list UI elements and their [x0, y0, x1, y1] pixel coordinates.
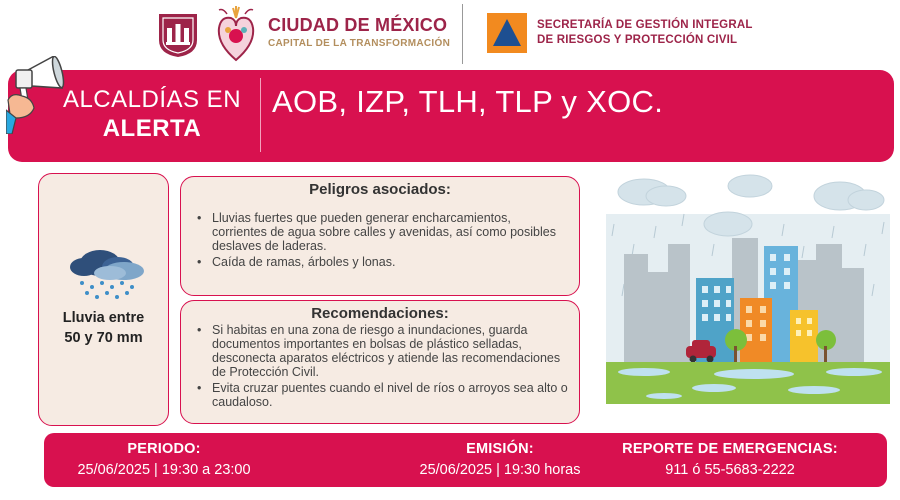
agency-line1: SECRETARÍA DE GESTIÓN INTEGRAL	[537, 19, 753, 31]
rain-amount-line2: 50 y 70 mm	[64, 330, 143, 346]
emision-block	[380, 440, 620, 480]
periodo-block	[44, 440, 284, 480]
recomendaciones-title: Recomendaciones:	[311, 305, 449, 322]
cdmx-heart-logo-icon	[213, 4, 259, 64]
list-item: • Caída de ramas, árboles y lonas.	[197, 255, 569, 269]
header	[0, 0, 900, 68]
rain-amount-line1: Lluvia entre	[62, 310, 145, 326]
peligros-card	[180, 176, 580, 296]
peligros-list	[197, 211, 569, 271]
alcaldias-list: AOB, IZP, TLH, TLP y XOC.	[272, 84, 664, 119]
org-title: CIUDAD DE MÉXICO	[268, 15, 448, 35]
periodo-value: 25/06/2025 | 19:30 a 23:00	[77, 462, 251, 478]
cdmx-wordmark	[268, 15, 450, 49]
rainy-city-illustration	[604, 174, 892, 412]
list-item: • Lluvias fuertes que pueden generar encharcamientos, corrientes de agua sobre calles y avenidas, así como posibles deslaves de laderas.	[197, 211, 569, 253]
recomendaciones-list	[197, 323, 569, 411]
cdmx-shield-icon	[157, 12, 199, 58]
list-item: • Evita cruzar puentes cuando el nivel de ríos o arroyos sea alto o caudaloso.	[197, 381, 569, 409]
periodo-label: PERIODO:	[127, 441, 201, 457]
rain-amount	[38, 308, 169, 348]
org-subtitle: CAPITAL DE LA TRANSFORMACIÓN	[268, 38, 451, 49]
emision-value: 25/06/2025 | 19:30 horas	[419, 462, 581, 478]
peligros-title: Peligros asociados:	[309, 181, 451, 198]
rain-cloud-icon	[66, 243, 152, 303]
recomendaciones-card	[180, 300, 580, 424]
alert-heading-line1: ALCALDÍAS EN	[62, 86, 242, 113]
alert-heading	[52, 86, 252, 144]
proteccion-civil-logo-icon	[487, 13, 527, 53]
header-divider	[462, 4, 463, 64]
alert-heading-line2: ALERTA	[102, 115, 202, 142]
list-item: • Si habitas en una zona de riesgo a inundaciones, guarda documentos importantes en bolsas de plástico selladas, desconecta aparatos eléctricos y atiende las recomendaciones de Protección Civil.	[197, 323, 569, 379]
reporte-label: REPORTE DE EMERGENCIAS:	[622, 441, 838, 457]
emision-label: EMISIÓN:	[466, 441, 534, 457]
agency-line2: DE RIESGOS Y PROTECCIÓN CIVIL	[537, 34, 738, 46]
agency-name	[537, 18, 753, 48]
reporte-block	[600, 440, 860, 480]
banner-divider	[260, 78, 261, 152]
reporte-value[interactable]: 911 ó 55-5683-2222	[665, 462, 795, 478]
